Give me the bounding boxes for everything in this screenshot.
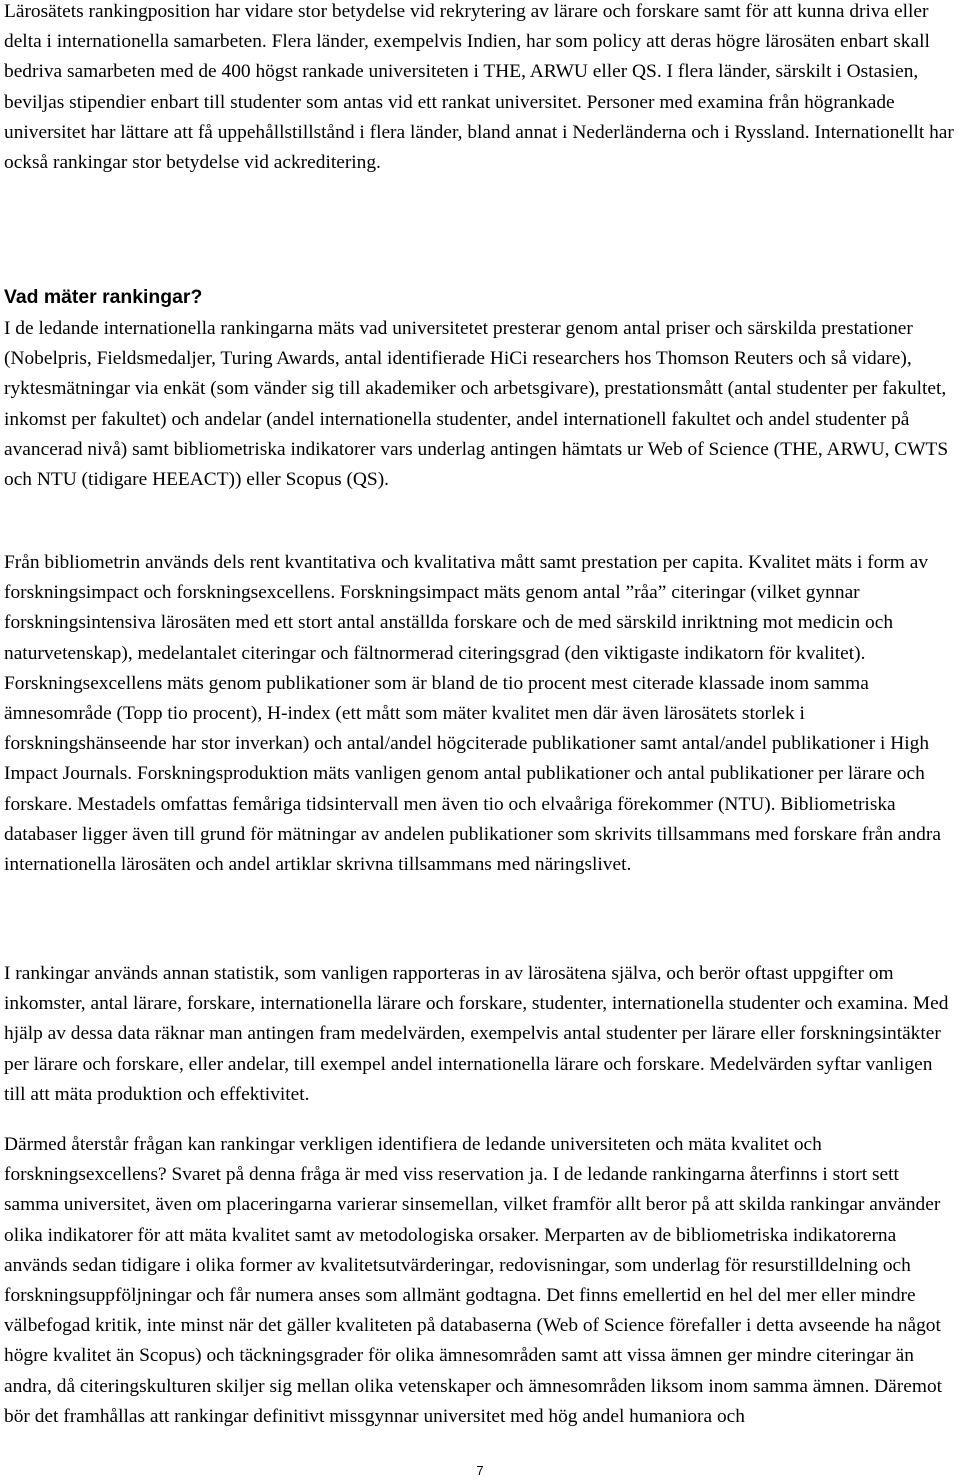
intro-paragraph: Lärosätets rankingposition har vidare stor betydelse vid rekrytering av lärare och forskare samt för att kunna driva eller delta i internationella samarbeten. Flera länder, exempelvis Indien, har som policy att deras högre lärosäten enbart skall bedriva samarbeten med de 400 högst rankade universiteten i THE, ARWU eller QS. I flera länder, särskilt i Ostasien, beviljas stipendier enbart till studenter som antas vid ett rankat universitet. Personer med examina från högrankade universitet har lättare att få uppehållstillstånd i flera länder, bland annat i Nederländerna och i Ryssland. Internationellt har också rankingar stor betydelse vid ackreditering.	[4, 1, 954, 174]
section-heading: Vad mäter rankingar?	[4, 286, 203, 308]
body-paragraph: Från bibliometrin används dels rent kvantitativa och kvalitativa mått samt prestation per capita. Kvalitet mäts i form av forskningsimpact och forskningsexcellens. Forskningsimpact mäts genom antal ”råa” citeringar (vilket gynnar forskningsintensiva lärosäten med ett stort antal anställda forskare och de med särskild inriktning mot medicin och naturvetenskap), medelantalet citeringar och fältnormerad citeringsgrad (den viktigaste indikatorn för kvalitet). Forskningsexcellens mäts genom publikationer som är bland de tio procent mest citerade klassade inom samma ämnesområde (Topp tio procent), H-index (ett mått som mäter kvalitet men där även lärosätets storlek i forskningshänseende har stor inverkan) och antal/andel högciterade publikationer samt antal/andel publikationer i High Impact Journals. Forskningsproduktion mäts vanligen genom antal publikationer och antal publikationer per lärare och forskare. Mestadels omfattas femåriga tidsintervall men även tio och elvaåriga förekommer (NTU). Bibliometriska databaser ligger även till grund för mätningar av andelen publikationer som skrivits tillsammans med forskare från andra internationella lärosäten och andel artiklar skrivna tillsammans med näringslivet.	[4, 552, 941, 876]
document-page	[4, 0, 958, 1483]
page-number: 7	[476, 1463, 484, 1478]
body-paragraph: I de ledande internationella rankingarna mäts vad universitetet presterar genom antal priser och särskilda prestationer (Nobelpris, Fieldsmedaljer, Turing Awards, antal identifierade HiCi researchers hos Thomson Reuters och så vidare), ryktesmätningar via enkät (som vänder sig till akademiker och arbetsgivare), prestationsmått (antal studenter per fakultet, inkomst per fakultet) och andelar (andel internationella studenter, andel internationell fakultet och andel studenter på avancerad nivå) samt bibliometriska indikatorer vars underlag antingen hämtats ur Web of Science (THE, ARWU, CWTS och NTU (tidigare HEEACT)) eller Scopus (QS).	[4, 318, 949, 491]
body-paragraph: I rankingar används annan statistik, som vanligen rapporteras in av lärosätena själva, och berör oftast uppgifter om inkomster, antal lärare, forskare, internationella lärare och forskare, studenter, internationella studenter och examina. Med hjälp av dessa data räknar man antingen fram medelvärden, exempelvis antal studenter per lärare eller forskningsintäkter per lärare och forskare, eller andelar, till exempel andel internationella lärare och forskare. Medelvärden syftar vanligen till att mäta produktion och effektivitet.	[4, 963, 949, 1105]
body-paragraph: Därmed återstår frågan kan rankingar verkligen identifiera de ledande universiteten och mäta kvalitet och forskningsexcellens? Svaret på denna fråga är med viss reservation ja. I de ledande rankingarna återfinns i stort sett samma universitet, även om placeringarna varierar sinsemellan, vilket framför allt beror på att skilda rankingar använder olika indikatorer för att mäta kvalitet samt av metodologiska orsaker. Merparten av de bibliometriska indikatorerna används sedan tidigare i olika former av kvalitetsutvärderingar, redovisningar, som underlag för resurstilldelning och forskningsuppföljningar och får numera anses som allmänt godtagna. Det finns emellertid en hel del mer eller mindre välbefogad kritik, inte minst när det gäller kvaliteten på databaserna (Web of Science förefaller i detta avseende ha något högre kvalitet än Scopus) och täckningsgrader för olika ämnesområden samt att vissa ämnen ger mindre citeringar än andra, då citeringskulturen skiljer sig mellan olika vetenskaper och ämnesområden liksom inom samma ämnen. Däremot bör det framhållas att rankingar definitivt missgynnar universitet med hög andel humaniora och	[4, 1134, 943, 1427]
